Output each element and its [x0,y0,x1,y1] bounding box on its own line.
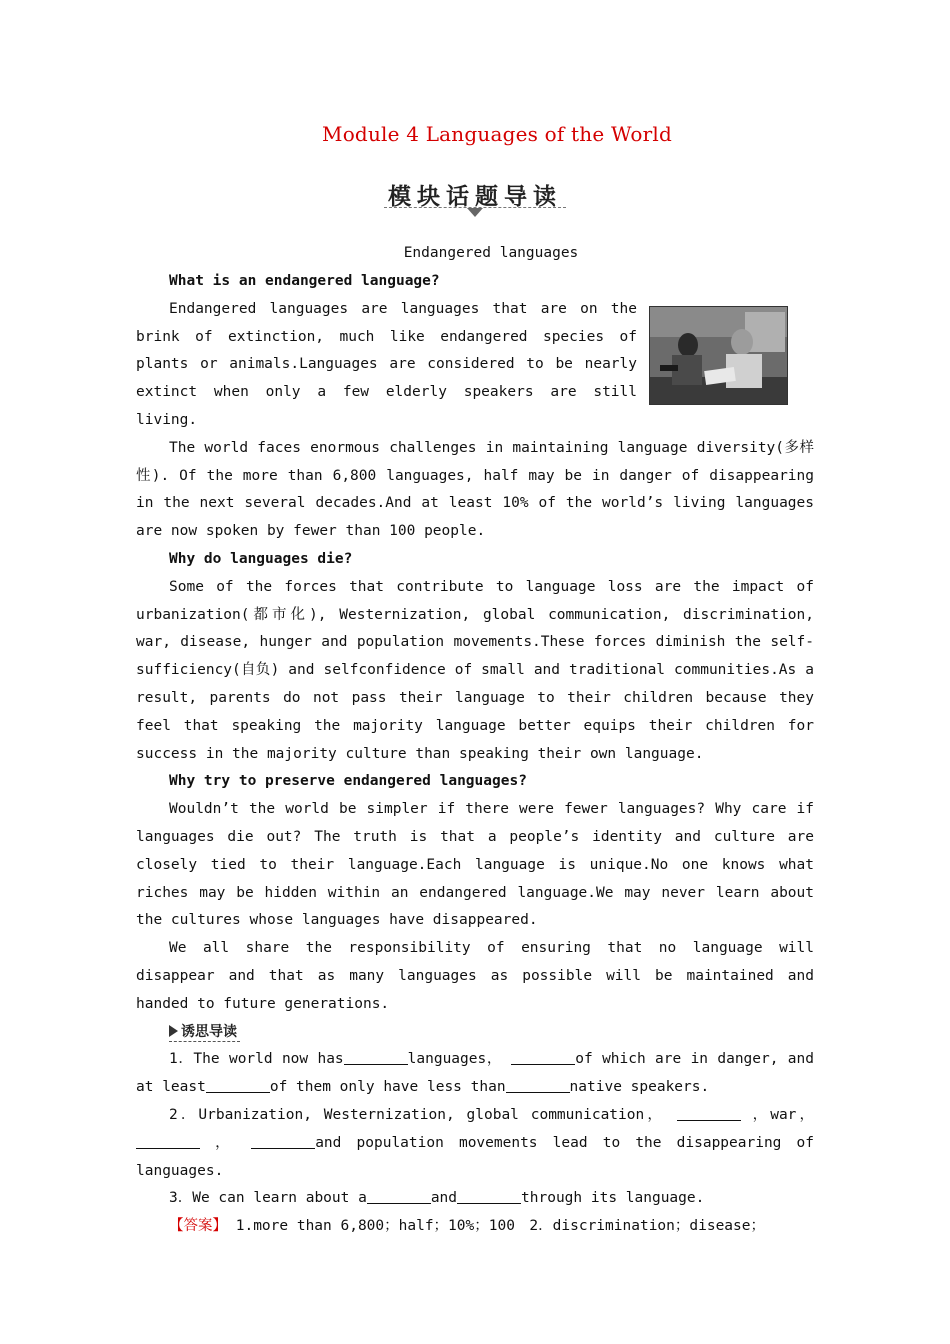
answer-blank[interactable] [677,1106,741,1121]
item2-text-c: ， [215,1134,237,1151]
question-heading-3: Why try to preserve endangered languages? [169,773,527,790]
question-heading-1: What is an endangered language? [169,273,440,289]
answer-text: 1.more than 6,800；half；10%；100 2．discrimination；disease； [227,1218,765,1235]
speakers-photo [649,306,788,405]
item3-text-a: 3．We can learn about a [169,1190,367,1207]
answer-blank[interactable] [206,1078,270,1093]
item1-text-e: native speakers. [569,1079,710,1096]
item1-text-d: of them only have less than [269,1079,506,1096]
paragraph-5: We all share the responsibility of ensuring that no language will disappear and that as many languages as possible will be maintained and handed to future generations. [136,940,814,1012]
item2-text-b: ，war， [752,1106,815,1123]
module-title: Module 4 Languages of the World [322,122,672,146]
item2-text-a: 2．Urbanization, Westernization, global communication， [169,1106,665,1123]
answer-blank[interactable] [367,1189,431,1204]
paragraph-1: Endangered languages are languages that are on the brink of extinction, much like endangered species of plants or animals.Languages are considered to be nearly extinct when only a few elderly speakers are still living. [136,300,637,428]
paragraph-4: Wouldn’t the world be simpler if there were fewer languages? Why care if languages die out? The truth is that a people’s identity and culture are closely tied to their language.Each language is unique.No one knows what riches may be hidden within an endangered language.We may never learn about the cultures whose languages have disappeared. [136,801,814,929]
answer-line [136,1213,814,1241]
article-subtitle: Endangered languages [403,245,579,261]
banner-triangle-icon [467,208,483,217]
photo-illustration [650,307,787,404]
answer-blank[interactable] [251,1134,315,1149]
play-triangle-icon [169,1025,178,1037]
answer-blank[interactable] [136,1134,200,1149]
answer-blank[interactable] [457,1189,521,1204]
answer-label: 【答案】 [169,1218,227,1235]
answer-blank[interactable] [344,1050,408,1065]
topic-banner [384,178,566,218]
item1-text-b: languages， [407,1051,502,1068]
article-body [136,268,814,1241]
reading-guide-text: 诱思导读 [181,1023,237,1040]
exercise-item-3 [136,1185,814,1213]
item2-text-d: and population movements lead to the disappearing of languages. [136,1134,815,1179]
question-heading-2: Why do languages die? [169,550,353,567]
banner-text: 模块话题导读 [388,184,562,210]
item1-text-c: of which are in danger, and at least [136,1051,815,1096]
item3-text-b: and [430,1190,458,1207]
paragraph-3: Some of the forces that contribute to language loss are the impact of urbanization(都市化), Westernization, global communication, discrimination, war, disease, hunger and population movements.These forces diminish the self-sufficiency(自负) and selfconfidence of small and traditional communities.As a result, parents do not pass their language to their children because they feel that speaking the majority language better equips their children for success in the majority culture than speaking their own language. [136,578,814,762]
answer-blank[interactable] [511,1050,575,1065]
paragraph-2: The world faces enormous challenges in maintaining language diversity(多样性). Of the more than 6,800 languages, half may be in danger of disappearing in the next several decades.And at least 10% of the world’s living languages are now spoken by fewer than 100 people. [136,439,814,540]
exercise-item-2 [136,1102,814,1185]
item1-text-a: 1．The world now has [169,1051,344,1068]
answer-blank[interactable] [506,1078,570,1093]
reading-guide-label [169,1023,240,1042]
exercise-item-1 [136,1046,814,1102]
item3-text-c: through its language. [521,1190,705,1207]
